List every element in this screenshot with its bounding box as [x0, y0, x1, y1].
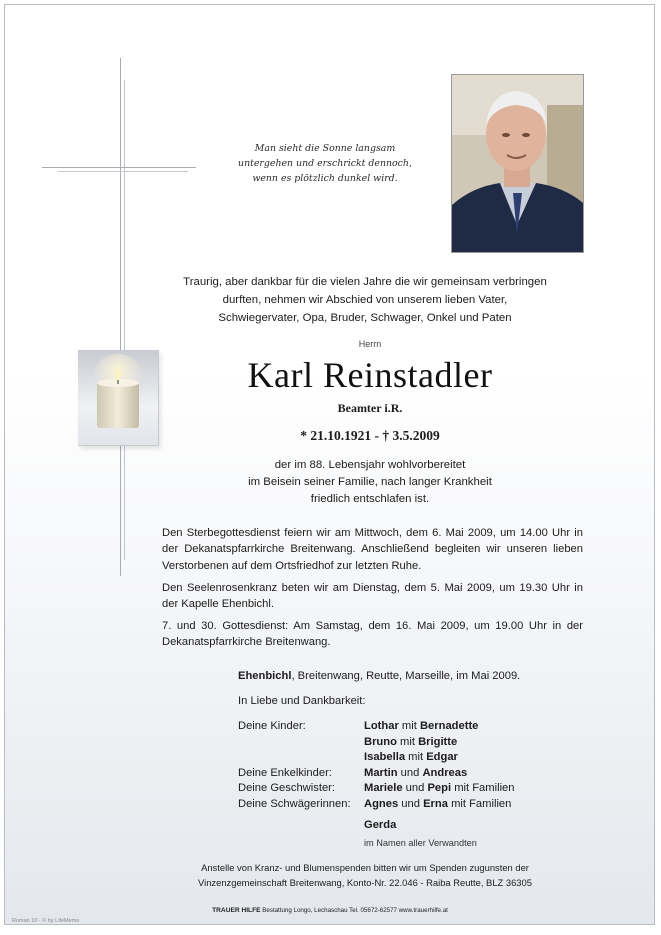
mourner-entry: Bruno mit Brigitte [364, 736, 458, 748]
rosary-paragraph: Den Seelenrosenkranz beten wir am Dienstag, dem 5. Mai 2009, um 19.30 Uhr in der Kapelle Ehenbichl. [162, 582, 583, 611]
footer-undertaker [160, 907, 500, 914]
intro-line: Traurig, aber dankbar für die vielen Jahre die wir gemeinsam verbringen [183, 276, 547, 288]
mourner-label-schwaeger: Deine Schwägerinnen: [238, 798, 351, 810]
intro-text [160, 273, 570, 327]
mourner-entry: Lothar mit Bernadette [364, 720, 479, 732]
funeral-service-paragraph: Den Sterbegottesdienst feiern wir am Mittwoch, dem 6. Mai 2009, um 14.00 Uhr in der Dekanatspfarrkirche Breitenwang. Anschließend begleiten wir unseren lieben Verstorbenen auf dem Ortsfriedhof zur letzten Ruhe. [162, 527, 583, 572]
mourner-entry: Martin und Andreas [364, 767, 468, 779]
quote-line: Man sieht die Sonne langsam [254, 143, 396, 154]
mourner-label-kinder: Deine Kinder: [238, 720, 306, 732]
memorial-mass-paragraph: 7. und 30. Gottesdienst: Am Samstag, dem 16. Mai 2009, um 19.00 Uhr in der Dekanatspfarrkirche Breitenwang. [162, 620, 583, 649]
footer-details: Bestattung Longo, Lechaschau Tel. 05672-62577 www.trauerhilfe.at [260, 907, 448, 914]
memorial-quote [200, 142, 450, 186]
mourner-extra: Gerda [364, 819, 397, 831]
intro-line: Schwiegervater, Opa, Bruder, Schwager, Onkel und Paten [218, 312, 512, 324]
mourner-label-enkel: Deine Enkelkinder: [238, 767, 332, 779]
salutation: Herrn [358, 339, 382, 349]
life-dates: * 21.10.1921 - † 3.5.2009 [300, 428, 440, 443]
death-line: im Beisein seiner Familie, nach langer Krankheit [248, 476, 492, 488]
relatives-note: im Namen aller Verwandten [364, 838, 477, 848]
donation-line: Vinzenzgemeinschaft Breitenwang, Konto-Nr. 22.046 - Raiba Reutte, BLZ 36305 [198, 877, 532, 888]
quote-line: wenn es plötzlich dunkel wird. [252, 172, 398, 184]
footer-brand: TRAUER HILFE [212, 907, 261, 914]
deceased-name: Karl Reinstadler [247, 355, 493, 395]
donation-line: Anstelle von Kranz- und Blumenspenden bitten wir um Spenden zugunsten der [201, 862, 529, 873]
mourner-entry: Mariele und Pepi mit Familien [364, 782, 515, 794]
candle-image [78, 350, 159, 446]
in-love-line: In Liebe und Dankbarkeit: [238, 695, 366, 707]
death-line: friedlich entschlafen ist. [310, 493, 430, 505]
donation-note [150, 860, 580, 890]
intro-line: durften, nehmen wir Abschied von unserem lieben Vater, [222, 294, 508, 306]
corner-mark: Roman 10 - © by LifeMemo [12, 918, 80, 924]
place-town: Ehenbichl [238, 670, 292, 682]
place-date-line [238, 670, 578, 682]
place-rest: , Breitenwang, Reutte, Marseille, im Mai 2009. [291, 670, 521, 682]
death-notice [200, 457, 540, 508]
quote-line: untergehen und erschrickt dennoch, [238, 157, 412, 169]
deceased-role: Beamter i.R. [337, 401, 403, 415]
mourner-entry: Isabella mit Edgar [364, 751, 458, 763]
death-line: der im 88. Lebensjahr wohlvorbereitet [274, 459, 466, 471]
mourner-entry: Agnes und Erna mit Familien [364, 798, 512, 810]
mourner-label-geschwister: Deine Geschwister: [238, 782, 335, 794]
portrait-photo [451, 74, 584, 253]
